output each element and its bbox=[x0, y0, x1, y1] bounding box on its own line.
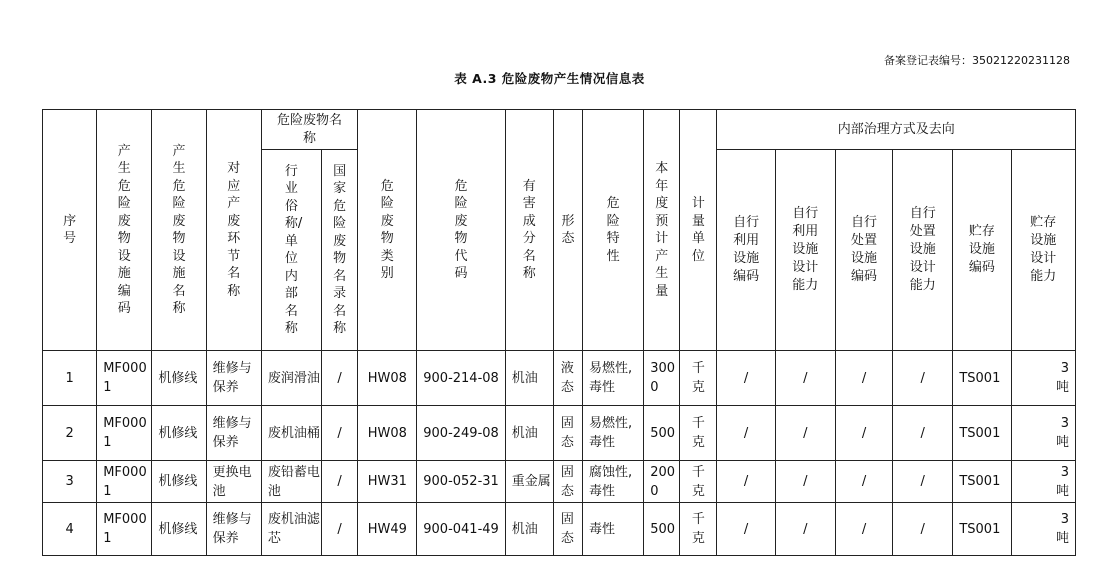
cell-self-use-cap: / bbox=[775, 461, 835, 503]
registration-number: 备案登记表编号：35021220231128 bbox=[884, 54, 1070, 67]
table-row bbox=[43, 503, 1076, 556]
cell-code: 900-052-31 bbox=[417, 461, 505, 503]
cell-national-name: / bbox=[322, 351, 358, 406]
cell-hazard: 毒性 bbox=[583, 503, 644, 556]
cell-category: HW08 bbox=[358, 351, 417, 406]
cell-facility-name: 机修线 bbox=[152, 351, 206, 406]
header-internal-group: 内部治理方式及去向 bbox=[717, 110, 1076, 150]
header-common-name: 行业俗称/单位内部名称 bbox=[261, 150, 321, 351]
cell-unit: 千克 bbox=[680, 461, 717, 503]
cell-seq: 3 bbox=[43, 461, 97, 503]
header-hazard: 危险特性 bbox=[583, 110, 644, 351]
header-process: 对应产废环节名称 bbox=[206, 110, 261, 351]
cell-code: 900-214-08 bbox=[417, 351, 505, 406]
cell-self-dispose-code: / bbox=[835, 503, 892, 556]
cell-common-name: 废润滑油 bbox=[261, 351, 321, 406]
cell-form: 固态 bbox=[553, 406, 582, 461]
header-national-name: 国家危险废物名录名称 bbox=[322, 150, 358, 351]
cell-self-dispose-cap: / bbox=[893, 461, 953, 503]
cell-facility-name: 机修线 bbox=[152, 461, 206, 503]
header-category: 危险废物类别 bbox=[358, 110, 417, 351]
cell-code: 900-249-08 bbox=[417, 406, 505, 461]
cell-storage-code: TS001 bbox=[953, 461, 1011, 503]
cell-storage-cap: 3吨 bbox=[1011, 406, 1075, 461]
header-self-dispose-code: 自行处置设施编码 bbox=[835, 150, 892, 351]
cell-self-use-code: / bbox=[717, 503, 775, 556]
cell-hazard: 易燃性,毒性 bbox=[583, 406, 644, 461]
header-toxic: 有害成分名称 bbox=[505, 110, 553, 351]
cell-toxic: 重金属 bbox=[505, 461, 553, 503]
cell-process: 维修与保养 bbox=[206, 406, 261, 461]
cell-storage-cap: 3吨 bbox=[1011, 461, 1075, 503]
hazardous-waste-table bbox=[42, 109, 1076, 556]
table-row bbox=[43, 406, 1076, 461]
cell-self-use-code: / bbox=[717, 351, 775, 406]
cell-national-name: / bbox=[322, 461, 358, 503]
cell-self-use-cap: / bbox=[775, 406, 835, 461]
header-waste-name-group: 危险废物名称 bbox=[261, 110, 357, 150]
cell-facility-code: MF0001 bbox=[97, 461, 152, 503]
header-code: 危险废物代码 bbox=[417, 110, 505, 351]
cell-national-name: / bbox=[322, 406, 358, 461]
header-self-dispose-cap: 自行处置设施设计能力 bbox=[893, 150, 953, 351]
cell-process: 维修与保养 bbox=[206, 503, 261, 556]
cell-self-use-cap: / bbox=[775, 503, 835, 556]
cell-facility-code: MF0001 bbox=[97, 406, 152, 461]
cell-form: 液态 bbox=[553, 351, 582, 406]
cell-toxic: 机油 bbox=[505, 503, 553, 556]
cell-annual: 500 bbox=[644, 406, 680, 461]
cell-process: 维修与保养 bbox=[206, 351, 261, 406]
cell-national-name: / bbox=[322, 503, 358, 556]
header-facility-code: 产生危险废物设施编码 bbox=[97, 110, 152, 351]
cell-form: 固态 bbox=[553, 461, 582, 503]
header-seq: 序号 bbox=[43, 110, 97, 351]
header-storage-cap: 贮存设施设计能力 bbox=[1011, 150, 1075, 351]
cell-facility-name: 机修线 bbox=[152, 503, 206, 556]
cell-self-use-cap: / bbox=[775, 351, 835, 406]
cell-unit: 千克 bbox=[680, 351, 717, 406]
cell-annual: 3000 bbox=[644, 351, 680, 406]
cell-form: 固态 bbox=[553, 503, 582, 556]
header-storage-code: 贮存设施编码 bbox=[953, 150, 1011, 351]
cell-category: HW31 bbox=[358, 461, 417, 503]
cell-storage-code: TS001 bbox=[953, 406, 1011, 461]
cell-storage-cap: 3吨 bbox=[1011, 351, 1075, 406]
header-self-use-code: 自行利用设施编码 bbox=[717, 150, 775, 351]
cell-annual: 500 bbox=[644, 503, 680, 556]
cell-category: HW49 bbox=[358, 503, 417, 556]
cell-annual: 2000 bbox=[644, 461, 680, 503]
cell-self-dispose-cap: / bbox=[893, 406, 953, 461]
cell-storage-code: TS001 bbox=[953, 503, 1011, 556]
header-facility-name: 产生危险废物设施名称 bbox=[152, 110, 206, 351]
table-title: 表 A.3 危险废物产生情况信息表 bbox=[454, 71, 645, 86]
cell-seq: 2 bbox=[43, 406, 97, 461]
cell-hazard: 易燃性,毒性 bbox=[583, 351, 644, 406]
cell-process: 更换电池 bbox=[206, 461, 261, 503]
cell-storage-code: TS001 bbox=[953, 351, 1011, 406]
cell-unit: 千克 bbox=[680, 406, 717, 461]
header-self-use-cap: 自行利用设施设计能力 bbox=[775, 150, 835, 351]
cell-category: HW08 bbox=[358, 406, 417, 461]
cell-common-name: 废铅蓄电池 bbox=[261, 461, 321, 503]
cell-unit: 千克 bbox=[680, 503, 717, 556]
cell-self-dispose-code: / bbox=[835, 461, 892, 503]
cell-storage-cap: 3吨 bbox=[1011, 503, 1075, 556]
cell-facility-code: MF0001 bbox=[97, 503, 152, 556]
cell-self-use-code: / bbox=[717, 406, 775, 461]
cell-self-dispose-cap: / bbox=[893, 503, 953, 556]
table-row bbox=[43, 351, 1076, 406]
cell-self-dispose-code: / bbox=[835, 406, 892, 461]
header-unit: 计量单位 bbox=[680, 110, 717, 351]
cell-seq: 1 bbox=[43, 351, 97, 406]
header-form: 形态 bbox=[553, 110, 582, 351]
cell-common-name: 废机油滤芯 bbox=[261, 503, 321, 556]
cell-toxic: 机油 bbox=[505, 351, 553, 406]
cell-code: 900-041-49 bbox=[417, 503, 505, 556]
table-row bbox=[43, 461, 1076, 503]
cell-toxic: 机油 bbox=[505, 406, 553, 461]
header-annual: 本年度预计产生量 bbox=[644, 110, 680, 351]
cell-self-dispose-code: / bbox=[835, 351, 892, 406]
cell-common-name: 废机油桶 bbox=[261, 406, 321, 461]
cell-hazard: 腐蚀性,毒性 bbox=[583, 461, 644, 503]
cell-self-dispose-cap: / bbox=[893, 351, 953, 406]
cell-facility-name: 机修线 bbox=[152, 406, 206, 461]
cell-self-use-code: / bbox=[717, 461, 775, 503]
cell-seq: 4 bbox=[43, 503, 97, 556]
cell-facility-code: MF0001 bbox=[97, 351, 152, 406]
